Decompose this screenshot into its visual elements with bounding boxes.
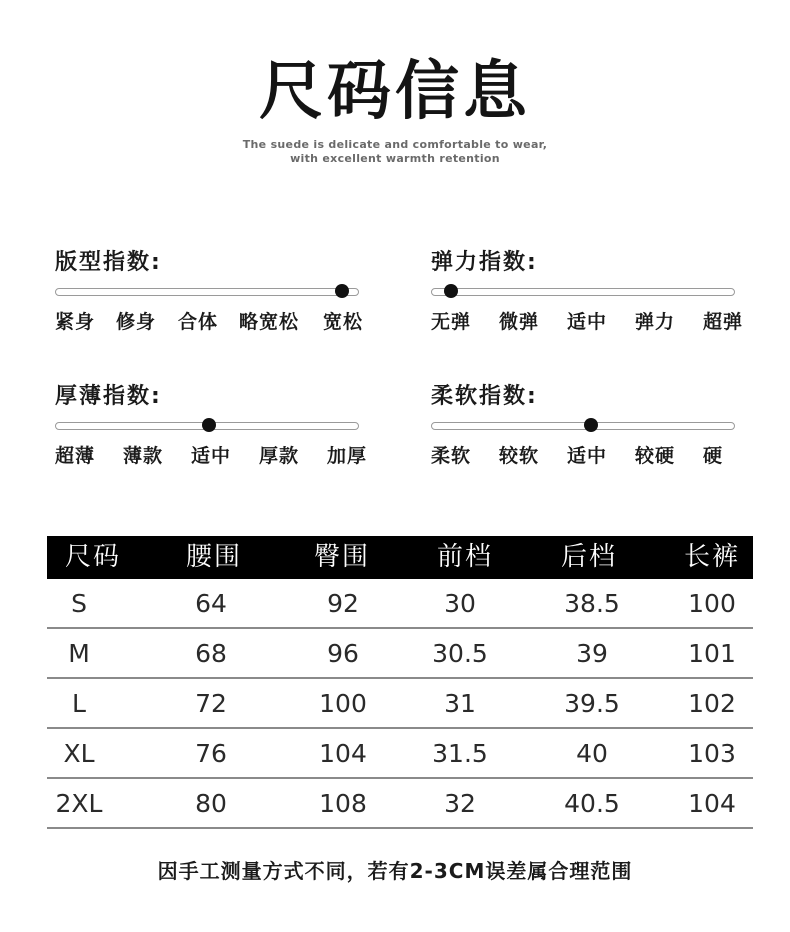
cell-hip: 104 xyxy=(319,739,367,768)
cell-front-rise: 30 xyxy=(444,589,476,618)
cell-waist: 80 xyxy=(195,789,227,818)
cell-back-rise: 40 xyxy=(576,739,608,768)
cell-front-rise: 32 xyxy=(444,789,476,818)
header-size: 尺码 xyxy=(64,542,121,572)
cell-waist: 68 xyxy=(195,639,227,668)
table-row xyxy=(47,629,753,679)
softness-index-option: 柔软 xyxy=(431,445,472,467)
cell-length: 100 xyxy=(688,589,736,618)
cell-back-rise: 40.5 xyxy=(564,789,620,818)
cell-length: 101 xyxy=(688,639,736,668)
table-row xyxy=(47,729,753,779)
thickness-index-option: 薄款 xyxy=(123,445,164,467)
cell-waist: 76 xyxy=(195,739,227,768)
cell-hip: 92 xyxy=(327,589,359,618)
elasticity-index-label: 弹力指数: xyxy=(431,250,538,275)
subtitle-line-2: with excellent warmth retention xyxy=(290,152,500,165)
fit-index-option: 修身 xyxy=(116,311,157,333)
header-length: 长裤 xyxy=(683,542,740,572)
cell-size: XL xyxy=(63,739,95,768)
cell-size: S xyxy=(71,589,87,618)
header-hip: 臀围 xyxy=(313,542,370,572)
size-table-header xyxy=(47,536,753,579)
header-waist: 腰围 xyxy=(185,542,242,572)
cell-length: 104 xyxy=(688,789,736,818)
softness-index-option: 较软 xyxy=(499,445,540,467)
size-table xyxy=(47,536,753,829)
cell-waist: 64 xyxy=(195,589,227,618)
thickness-index-option: 超薄 xyxy=(55,445,96,467)
table-row xyxy=(47,779,753,829)
header-front-rise: 前档 xyxy=(436,542,493,572)
cell-front-rise: 30.5 xyxy=(432,639,488,668)
fit-index-option: 紧身 xyxy=(55,311,96,333)
cell-back-rise: 39 xyxy=(576,639,608,668)
cell-back-rise: 39.5 xyxy=(564,689,620,718)
softness-index-option: 适中 xyxy=(567,445,608,467)
softness-index-label: 柔软指数: xyxy=(431,384,538,409)
thickness-index-label: 厚薄指数: xyxy=(55,384,162,409)
thickness-index-option: 厚款 xyxy=(259,445,300,467)
cell-length: 103 xyxy=(688,739,736,768)
softness-index-track xyxy=(431,422,735,430)
softness-index-marker xyxy=(584,418,598,432)
elasticity-index-option: 微弹 xyxy=(499,311,540,333)
measurement-note: 因手工测量方式不同，若有2-3CM误差属合理范围 xyxy=(157,859,633,883)
cell-hip: 108 xyxy=(319,789,367,818)
thickness-index-marker xyxy=(202,418,216,432)
cell-size: 2XL xyxy=(55,789,103,818)
header-back-rise: 后档 xyxy=(560,542,617,572)
fit-index-option: 略宽松 xyxy=(239,311,300,333)
elasticity-index-option: 弹力 xyxy=(635,311,676,333)
elasticity-index-option: 适中 xyxy=(567,311,608,333)
fit-index-marker xyxy=(335,284,349,298)
cell-front-rise: 31 xyxy=(444,689,476,718)
fit-index-option: 宽松 xyxy=(323,311,364,333)
thickness-index-option: 适中 xyxy=(191,445,232,467)
cell-waist: 72 xyxy=(195,689,227,718)
page-title: 尺码信息 xyxy=(259,55,531,129)
elasticity-index-option: 无弹 xyxy=(431,311,472,333)
table-row xyxy=(47,679,753,729)
fit-index-option: 合体 xyxy=(178,311,219,333)
cell-size: M xyxy=(68,639,90,668)
table-row xyxy=(47,579,753,629)
cell-size: L xyxy=(72,689,86,718)
cell-hip: 100 xyxy=(319,689,367,718)
fit-index-label: 版型指数: xyxy=(55,250,162,275)
subtitle-line-1: The suede is delicate and comfortable to wear, xyxy=(242,138,548,151)
cell-front-rise: 31.5 xyxy=(432,739,488,768)
cell-length: 102 xyxy=(688,689,736,718)
elasticity-index-track xyxy=(431,288,735,296)
cell-back-rise: 38.5 xyxy=(564,589,620,618)
fit-index-track xyxy=(55,288,359,296)
thickness-index-option: 加厚 xyxy=(327,445,368,467)
elasticity-index-marker xyxy=(444,284,458,298)
softness-index-option: 硬 xyxy=(703,445,724,467)
elasticity-index-option: 超弹 xyxy=(703,311,744,333)
cell-hip: 96 xyxy=(327,639,359,668)
softness-index-option: 较硬 xyxy=(635,445,676,467)
